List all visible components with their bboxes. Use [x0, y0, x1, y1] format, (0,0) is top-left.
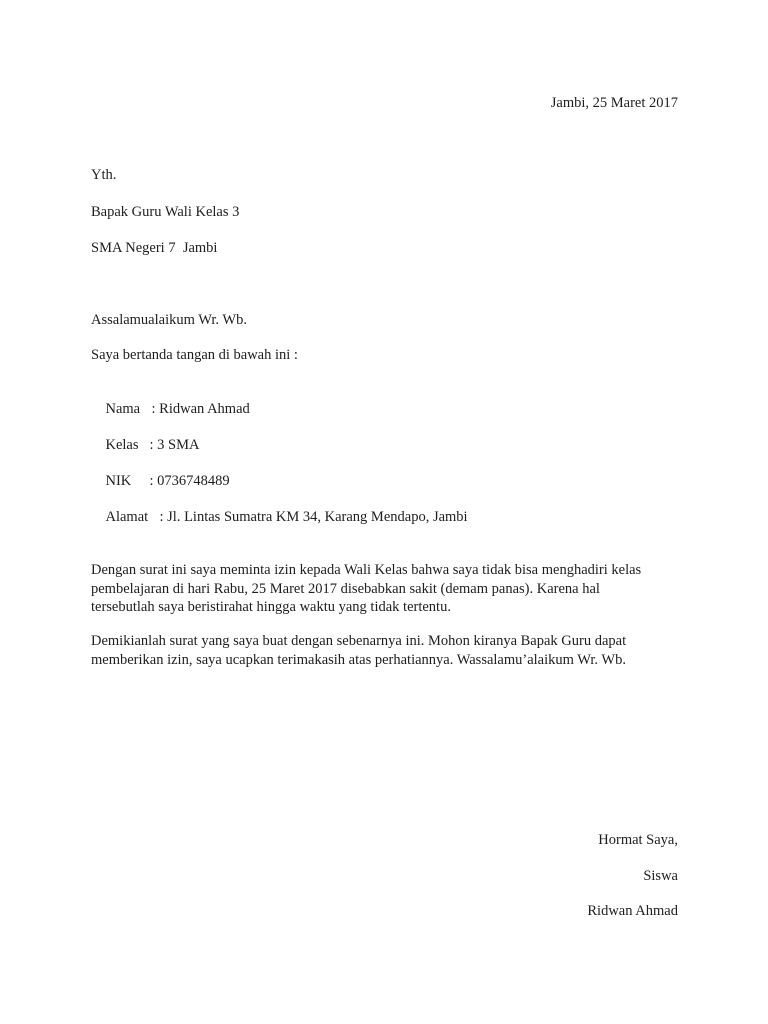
recipient-line-2: SMA Negeri 7 Jambi: [91, 240, 218, 256]
body-paragraph-2-line-1: Demikianlah surat yang saya buat dengan sebenarnya ini. Mohon kiranya Bapak Guru dapat: [91, 633, 627, 649]
field-label-nama: Nama: [105, 401, 141, 417]
greeting: Assalamualaikum Wr. Wb.: [91, 312, 247, 328]
field-value-nama: : Ridwan Ahmad: [151, 401, 250, 417]
letter-date: Jambi, 25 Maret 2017: [550, 95, 678, 111]
recipient-line-1: Bapak Guru Wali Kelas 3: [91, 204, 240, 220]
body-paragraph-1-line-1: Dengan surat ini saya meminta izin kepada Wali Kelas bahwa saya tidak bisa menghadiri kelas: [91, 562, 642, 578]
body-paragraph-2-line-2: memberikan izin, saya ucapkan terimakasih atas perhatiannya. Wassalamu’alaikum Wr. Wb.: [91, 651, 626, 668]
body-paragraph-1-line-2: pembelajaran di hari Rabu, 25 Maret 2017 disebabkan sakit (demam panas). Karena hal: [91, 580, 600, 597]
field-value-nik: : 0736748489: [149, 473, 230, 489]
field-label-nik: NIK: [105, 473, 132, 489]
body-paragraph-2: [91, 632, 681, 669]
closing-regards: Hormat Saya,: [598, 832, 678, 848]
field-value-kelas: : 3 SMA: [149, 437, 200, 453]
recipient-salutation: Yth.: [91, 167, 117, 183]
field-label-alamat: Alamat: [105, 509, 149, 525]
body-paragraph-1-line-3: tersebutlah saya beristirahat hingga waktu yang tidak tertentu.: [91, 599, 451, 615]
field-value-alamat: : Jl. Lintas Sumatra KM 34, Karang Mendapo, Jambi: [159, 509, 468, 525]
closing-role: Siswa: [643, 868, 678, 884]
field-label-kelas: Kelas: [105, 437, 139, 453]
field-alamat: [91, 490, 468, 544]
body-paragraph-1: [91, 561, 681, 617]
signer-name: Ridwan Ahmad: [587, 903, 678, 919]
intro-text: Saya bertanda tangan di bawah ini :: [91, 347, 298, 363]
